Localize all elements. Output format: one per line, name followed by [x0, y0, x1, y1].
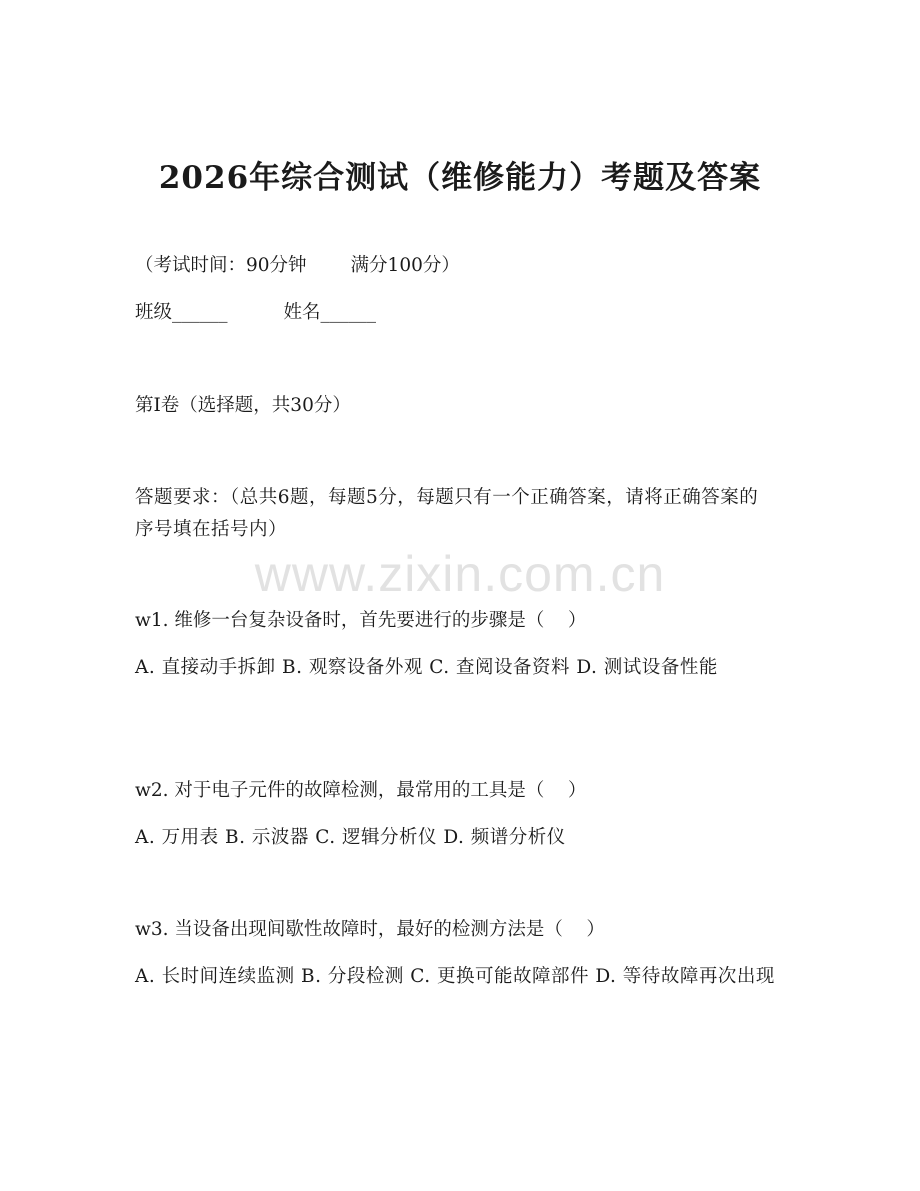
question-stem: w1. 维修一台复杂设备时，首先要进行的步骤是（ ）	[135, 610, 587, 631]
full-score: 满分100分）	[350, 255, 460, 276]
exam-info	[135, 250, 775, 282]
class-field: 班级______	[135, 302, 228, 323]
watermark: www.zixin.com.cn	[254, 546, 666, 602]
question-stem: w3. 当设备出现间歇性故障时，最好的检测方法是（ ）	[135, 919, 605, 940]
name-field: 姓名______	[283, 302, 377, 323]
student-info	[135, 297, 775, 329]
instructions: 答题要求：（总共6题，每题5分，每题只有一个正确答案，请将正确答案的序号填在括号内）	[135, 487, 759, 540]
question-options: A. 万用表 B. 示波器 C. 逻辑分析仪 D. 频谱分析仪	[135, 827, 566, 848]
question-stem: w2. 对于电子元件的故障检测，最常用的工具是（ ）	[135, 780, 587, 801]
question-options: A. 长时间连续监测 B. 分段检测 C. 更换可能故障部件 D. 等待故障再次出现	[135, 966, 775, 987]
document-title: 2026年综合测试（维修能力）考题及答案	[158, 160, 762, 196]
section-title: 第Ⅰ卷（选择题，共30分）	[135, 395, 351, 416]
exam-time: （考试时间：90分钟	[135, 255, 307, 276]
question-options: A. 直接动手拆卸 B. 观察设备外观 C. 查阅设备资料 D. 测试设备性能	[135, 657, 718, 678]
